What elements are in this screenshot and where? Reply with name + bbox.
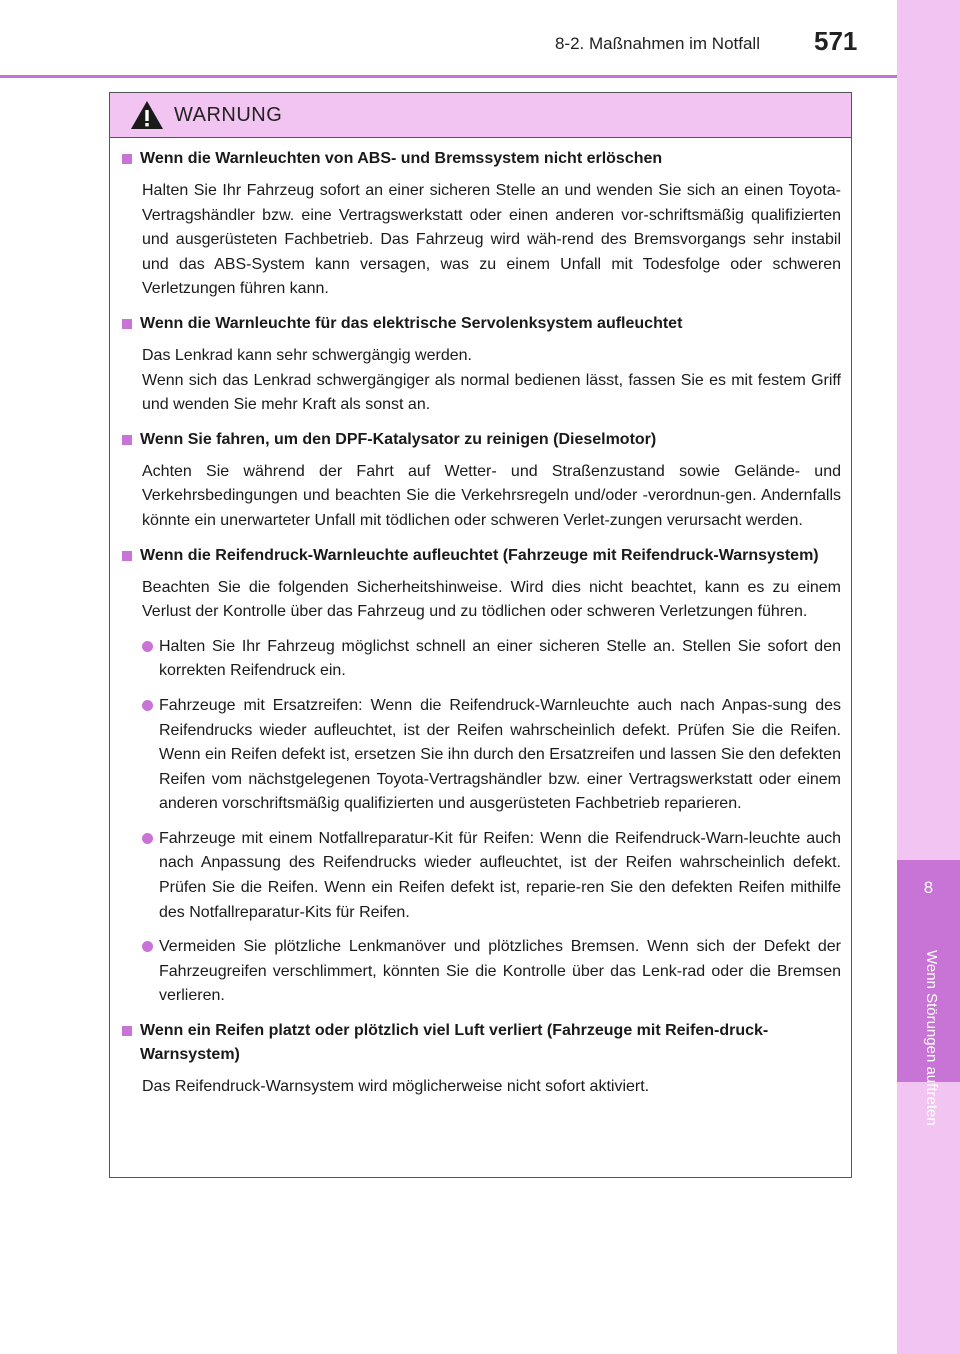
warning-item-abs: [122, 147, 841, 302]
warning-box: [109, 92, 852, 1178]
chapter-number: 8: [923, 878, 934, 897]
list-item: [142, 935, 841, 1009]
list-item-text: Fahrzeuge mit Ersatzreifen: Wenn die Reifendruck-Warnleuchte auch nach Anpas-sung des Reifendrucks wieder aufleuchtet, ist der Reifen wahrscheinlich defekt. Prüfen Sie die Reifen. Wenn ein Reifen defekt ist, ersetzen Sie ihn durch den Ersatzreifen und lassen Sie den defekten Reifen vom nächstgelegenen Toyota-Vertragshändler bzw. einer Vertragswerkstatt oder einem anderen vorschriftsmäßig qualifizierten und ausgerüsteten Fachbetrieb reparieren.: [159, 696, 841, 813]
warning-title: WARNUNG: [174, 103, 283, 126]
item-heading: Wenn die Warnleuchte für das elektrische Servolenksystem aufleuchtet: [140, 314, 683, 332]
circle-bullet-icon: [142, 833, 153, 844]
list-item: [142, 694, 841, 817]
section-title: 8-2. Maßnahmen im Notfall: [554, 34, 760, 53]
item-text: Beachten Sie die folgenden Sicherheitshinweise. Wird dies nicht beachtet, kann es zu einem Verlust der Kontrolle über das Fahrzeug und zu tödlichen oder schweren Verletzungen führen.: [142, 578, 841, 621]
square-bullet-icon: [122, 1026, 132, 1036]
list-item-text: Halten Sie Ihr Fahrzeug möglichst schnell an einer sicheren Stelle an. Stellen Sie sofort den korrekten Reifendruck ein.: [159, 637, 841, 680]
list-item-text: Vermeiden Sie plötzliche Lenkmanöver und plötzliches Bremsen. Wenn sich der Defekt der Fahrzeugreifen verschlimmert, könnten Sie die Kontrolle über das Lenk-rad oder die Bremsen verlieren.: [159, 938, 841, 1005]
side-tab-background: [897, 0, 960, 1354]
warning-body: [110, 138, 851, 1100]
warning-header: [110, 93, 851, 138]
circle-bullet-icon: [142, 641, 153, 652]
warning-triangle-icon: [130, 100, 164, 130]
item-heading: Wenn die Warnleuchten von ABS- und Bremssystem nicht erlöschen: [140, 150, 663, 167]
item-heading: Wenn Sie fahren, um den DPF-Katalysator zu reinigen (Dieselmotor): [140, 430, 657, 448]
warning-item-tire-burst: [122, 1019, 841, 1100]
list-item: [142, 635, 841, 684]
warning-item-servo: [122, 312, 841, 418]
item-text: Achten Sie während der Fahrt auf Wetter- und Straßenzustand sowie Gelände- und Verkehrsbedingungen und beachten Sie die Verkehrsregeln und/oder -verordnun-gen. Andernfalls könnte ein unerwarteter Unfall mit tödlichen oder schweren Verlet-zungen verursacht werden.: [142, 462, 841, 529]
square-bullet-icon: [122, 551, 132, 561]
page-number: 571: [814, 26, 858, 56]
square-bullet-icon: [122, 435, 132, 445]
circle-bullet-icon: [142, 700, 153, 711]
header-rule: [0, 75, 897, 78]
warning-item-dpf: [122, 428, 841, 534]
chapter-title: Wenn Störungen auftreten: [923, 950, 940, 1126]
list-item: [142, 827, 841, 925]
square-bullet-icon: [122, 154, 132, 164]
item-heading: Wenn die Reifendruck-Warnleuchte aufleuchtet (Fahrzeuge mit Reifendruck-Warnsystem): [140, 546, 819, 564]
circle-bullet-icon: [142, 941, 153, 952]
warning-item-tpms: [122, 544, 841, 1010]
item-heading: Wenn ein Reifen platzt oder plötzlich viel Luft verliert (Fahrzeuge mit Reifen-druck-Warnsystem): [140, 1022, 769, 1064]
item-text-2: Wenn sich das Lenkrad schwergängiger als normal bedienen lässt, fassen Sie es mit festem Griff und wenden Sie mehr Kraft als sonst an.: [142, 371, 841, 414]
item-text: Das Reifendruck-Warnsystem wird möglicherweise nicht sofort aktiviert.: [142, 1078, 650, 1096]
square-bullet-icon: [122, 319, 132, 329]
item-text: Das Lenkrad kann sehr schwergängig werden.: [142, 346, 472, 364]
item-text: Halten Sie Ihr Fahrzeug sofort an einer sicheren Stelle an und wenden Sie sich an einen Toyota-Vertragshändler bzw. eine Vertragswerkstatt oder einen anderen vor-schriftsmäßig qualifizierten und ausgerüsteten Fachbetrieb. Das Fahrzeug wird wäh-rend des Bremsvorgangs sehr instabil und das ABS-System kann versagen, was zu einem Unfall mit Todesfolge oder schweren Verletzungen führen kann.: [142, 182, 841, 298]
list-item-text: Fahrzeuge mit einem Notfallreparatur-Kit für Reifen: Wenn die Reifendruck-Warn-leuchte auch nach Anpassung des Reifendrucks wieder aufleuchtet, ist der Reifen wahrscheinlich defekt. Prüfen Sie die Reifen. Wenn ein Reifen defekt ist, reparie-ren Sie den defekten Reifen mithilfe des Notfallreparatur-Kits für Reifen.: [159, 829, 841, 921]
